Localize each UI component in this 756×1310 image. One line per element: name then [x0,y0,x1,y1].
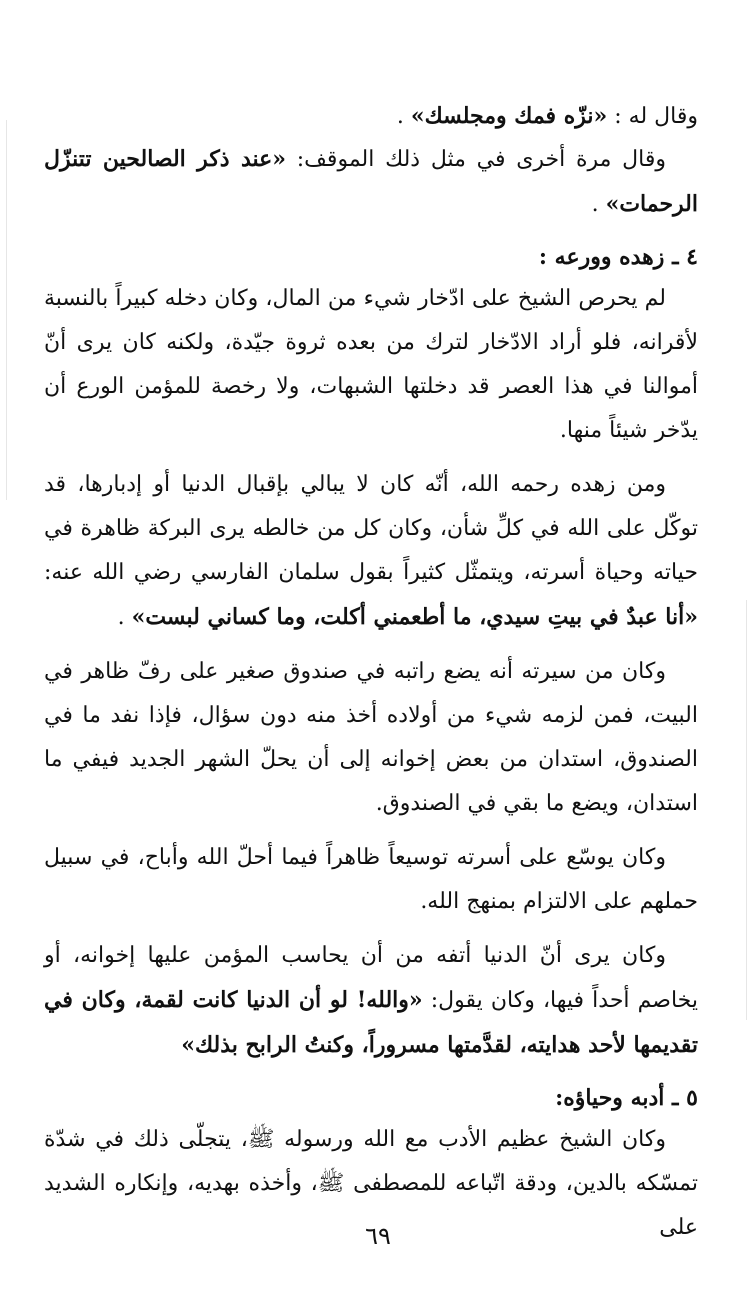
quote-2: «عند ذكر الصالحين تتنزّل الرحمات» [44,146,698,217]
paragraph-2-suffix: . [591,192,606,217]
paragraph-3: لم يحرص الشيخ على ادّخار شيء من المال، وكان دخله كبيراً بالنسبة لأقرانه، فلو أراد الادّخار لترك من بعده ثروة جيّدة، ولكنه كان يرى أنّ أموالنا في هذا العصر قد دخلتها الشبهات، ولا رخصة للمؤمن الورع أن يدّخر شيئاً منها. [44,286,698,443]
paragraph-1-suffix: . [396,104,411,129]
paragraph-4-prefix: ومن زهده رحمه الله، أنّه كان لا يبالي بإقبال الدنيا أو إدبارها، قد توكّل على الله في كلِّ شأن، وكان كل من خالطه يرى البركة ظاهرة في حياته وحياة أسرته، ويتمثّل كثيراً بقول سلمان الفارسي رضي الله عنه: [44,472,699,585]
paragraph-5: وكان من سيرته أنه يضع راتبه في صندوق صغير على رفّ ظاهر في البيت، فمن لزمه شيء من أولاده أخذ منه دون سؤال، فإذا نفد ما في الصندوق، استدان من بعض إخوانه إلى أن يحلّ الشهر الجديد فيفي ما استدان، ويضع ما بقي في الصندوق. [44,659,698,816]
paragraph-4-suffix: . [117,605,132,630]
paragraph-7-prefix: وكان يرى أنّ الدنيا أتفه من أن يحاسب المؤمن عليها إخوانه، أو يخاصم أحداً فيها، وكان يقول: [44,943,698,1013]
page-body [44,96,698,1260]
scan-edge-line-right [746,600,747,1020]
paragraph-1 [44,96,698,137]
paragraph-7 [44,934,698,1068]
paragraph-2 [44,137,698,227]
section-heading-4: ٤ ـ زهده وورعه : [538,244,698,270]
quote-4: «والله! لو أن الدنيا كانت لقمة، وكان في تقديمها لأحد هدايته، لقدَّمتها مسروراً، وكنتُ الرابح بذلك» [44,987,698,1058]
quote-3: «أنا عبدٌ في بيتِ سيدي، ما أطعمني أكلت، وما كساني لبست» [131,604,698,630]
paragraph-6: وكان يوسّع على أسرته توسيعاً ظاهراً فيما أحلّ الله وأباح، في سبيل حملهم على الالتزام بمنهج الله. [44,845,698,914]
scan-edge-line [6,120,7,500]
page-number: ٦٩ [365,1222,391,1250]
paragraph-8: وكان الشيخ عظيم الأدب مع الله ورسوله ﷺ، يتجلّى ذلك في شدّة تمسّكه بالدين، ودقة اتّباعه للمصطفى ﷺ، وأخذه بهديه، وإنكاره الشديد على [44,1127,698,1240]
quote-1: «نزّه فمك ومجلسك» [410,103,608,129]
section-heading-5: ٥ ـ أدبه وحياؤه: [555,1085,698,1111]
paragraph-4 [44,463,698,640]
paragraph-2-prefix: وقال مرة أخرى في مثل ذلك الموقف: [286,147,666,172]
paragraph-1-prefix: وقال له : [607,104,698,129]
